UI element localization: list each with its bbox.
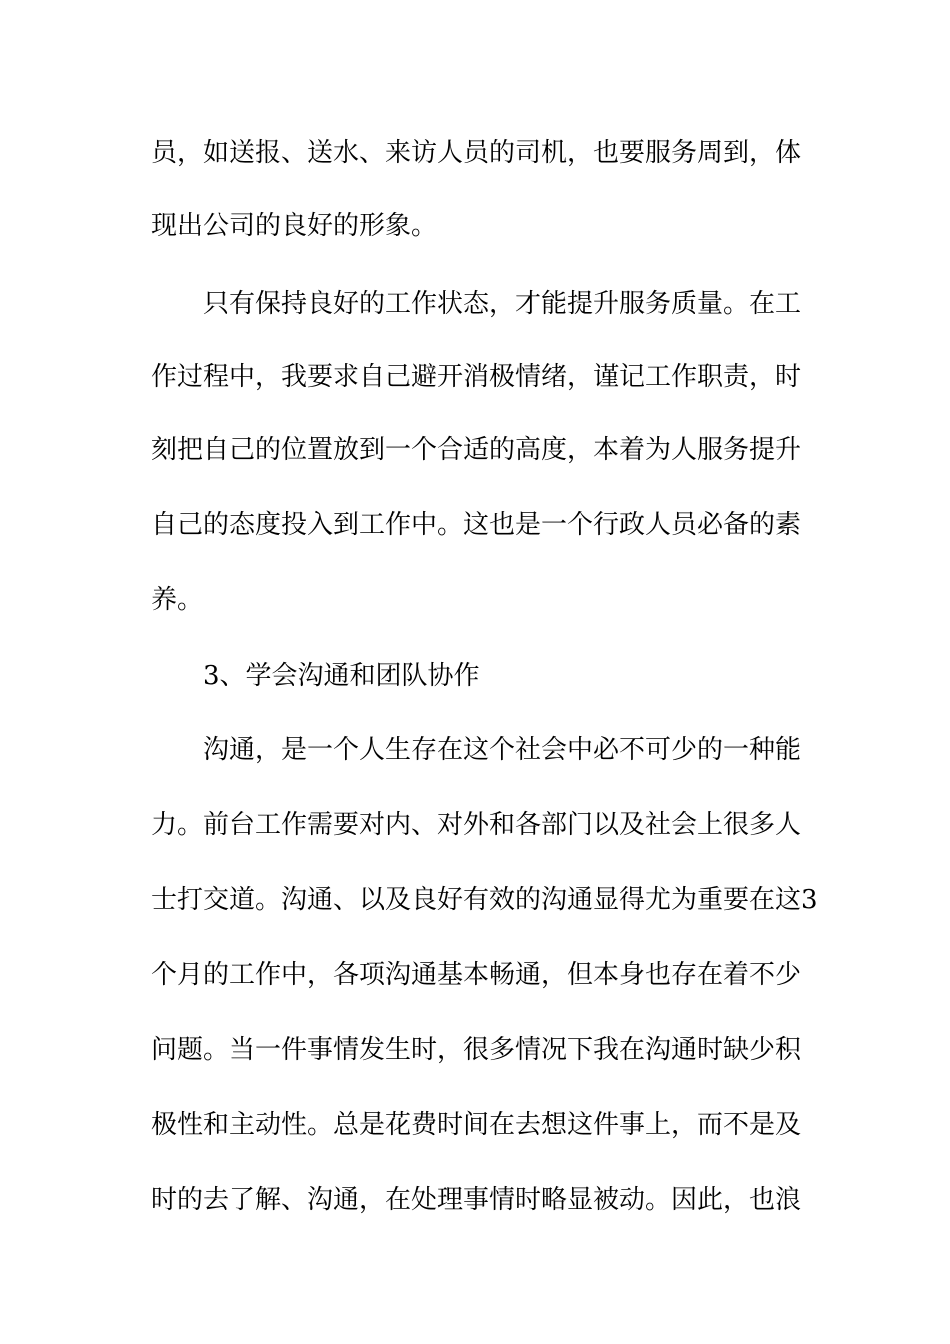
paragraph-line: 个月的工作中，各项沟通基本畅通，但本身也存在着不少 <box>151 960 802 990</box>
paragraph-line: 自己的态度投入到工作中。这也是一个行政人员必备的素 <box>151 510 802 540</box>
paragraph-line: 力。前台工作需要对内、对外和各部门以及社会上很多人 <box>151 810 802 840</box>
paragraph-line: 员，如送报、送水、来访人员的司机，也要服务周到，体 <box>151 138 802 168</box>
section-heading: 3、学会沟通和团队协作 <box>203 661 480 691</box>
paragraph-line: 养。 <box>151 585 204 615</box>
paragraph-line: 作过程中，我要求自己避开消极情绪，谨记工作职责，时 <box>151 362 802 392</box>
paragraph-line: 只有保持良好的工作状态，才能提升服务质量。在工 <box>203 289 802 319</box>
paragraph-line: 沟通，是一个人生存在这个社会中必不可少的一种能 <box>203 735 802 765</box>
paragraph-line: 刻把自己的位置放到一个合适的高度，本着为人服务提升 <box>151 435 802 465</box>
paragraph-line: 问题。当一件事情发生时，很多情况下我在沟通时缺少积 <box>151 1035 802 1065</box>
paragraph-line: 时的去了解、沟通，在处理事情时略显被动。因此，也浪 <box>151 1185 802 1215</box>
paragraph-line: 现出公司的良好的形象。 <box>151 211 438 241</box>
paragraph-line: 极性和主动性。总是花费时间在去想这件事上，而不是及 <box>151 1110 802 1140</box>
paragraph-line: 士打交道。沟通、以及良好有效的沟通显得尤为重要在这3 <box>151 885 818 915</box>
